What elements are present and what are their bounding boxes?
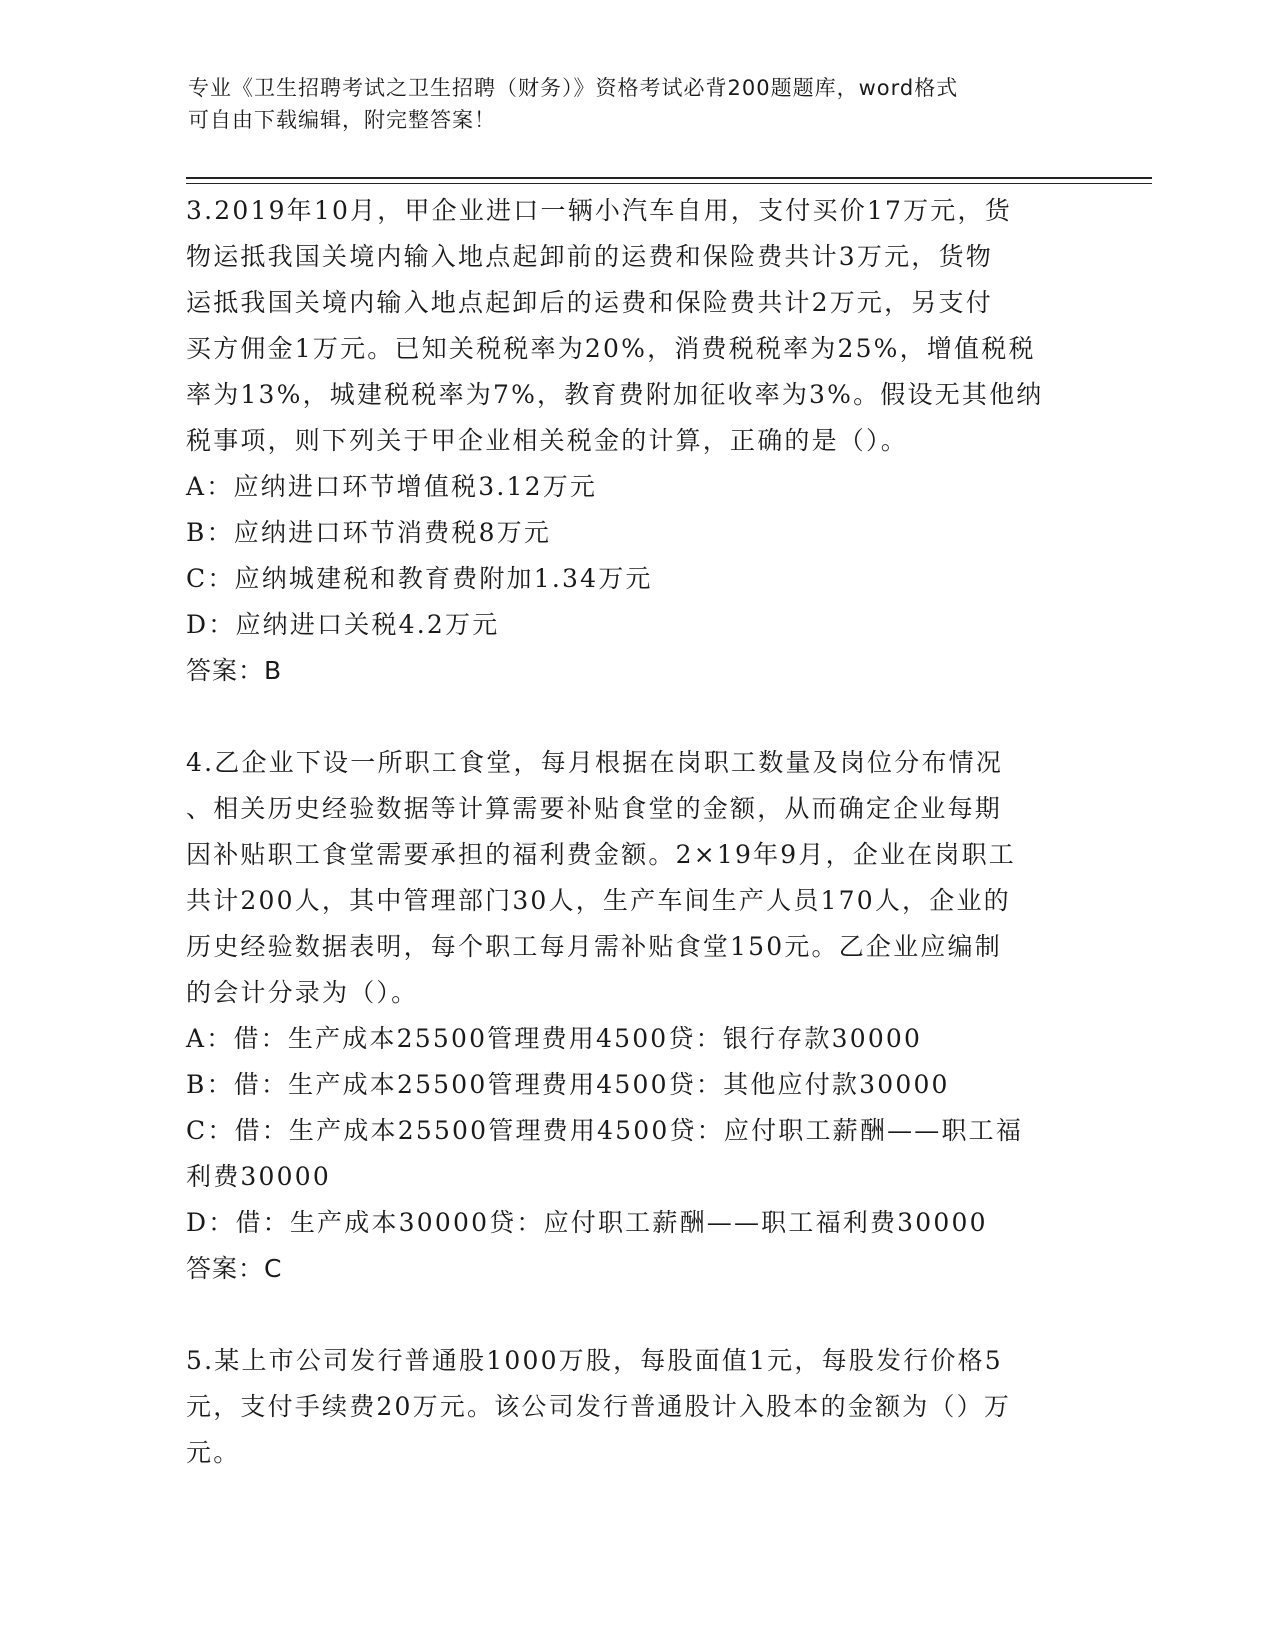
option-d: D：应纳进口关税4.2万元 <box>186 610 500 639</box>
question-spacer <box>186 1292 1086 1338</box>
option-c: C：应纳城建税和教育费附加1.34万元 <box>186 564 653 593</box>
question-text-line: 运抵我国关境内输入地点起卸后的运费和保险费共计2万元，另支付 <box>186 288 993 317</box>
question-text-line: 5.某上市公司发行普通股1000万股，每股面值1元，每股发行价格5 <box>186 1346 1003 1375</box>
question-text-line: 物运抵我国关境内输入地点起卸前的运费和保险费共计3万元，货物 <box>186 242 993 271</box>
option-a: A：借：生产成本25500管理费用4500贷：银行存款30000 <box>186 1024 923 1053</box>
option-d: D：借：生产成本30000贷：应付职工薪酬——职工福利费30000 <box>186 1208 988 1237</box>
answer-line: 答案：B <box>186 656 283 685</box>
question-text-line: 税事项，则下列关于甲企业相关税金的计算，正确的是（）。 <box>186 426 908 455</box>
option-c-continued: 利费30000 <box>186 1162 331 1191</box>
header-line-2: 可自由下载编辑，附完整答案！ <box>188 108 496 132</box>
option-b: B：应纳进口环节消费税8万元 <box>186 518 552 547</box>
question-text-line: 率为13%，城建税税率为7%，教育费附加征收率为3%。假设无其他纳 <box>186 380 1044 409</box>
question-text-line: 的会计分录为（）。 <box>186 978 419 1007</box>
question-text-line: 共计200人，其中管理部门30人，生产车间生产人员170人，企业的 <box>186 886 1011 915</box>
question-text-line: 3.2019年10月，甲企业进口一辆小汽车自用，支付买价17万元，货 <box>186 196 1012 225</box>
question-text-line: 元。 <box>186 1438 241 1467</box>
option-c: C：借：生产成本25500管理费用4500贷：应付职工薪酬——职工福 <box>186 1116 1024 1145</box>
option-b: B：借：生产成本25500管理费用4500贷：其他应付款30000 <box>186 1070 950 1099</box>
question-text-line: 历史经验数据表明，每个职工每月需补贴食堂150元。乙企业应编制 <box>186 932 1002 961</box>
question-5 <box>186 1338 1086 1476</box>
question-4 <box>186 740 1086 1292</box>
answer-line: 答案：C <box>186 1254 283 1283</box>
question-text-line: 、相关历史经验数据等计算需要补贴食堂的金额，从而确定企业每期 <box>186 794 1003 823</box>
question-text-line: 4.乙企业下设一所职工食堂，每月根据在岗职工数量及岗位分布情况 <box>186 748 1004 777</box>
question-text-line: 买方佣金1万元。已知关税税率为20%，消费税税率为25%，增值税税 <box>186 334 1036 363</box>
header-divider-thick <box>186 177 1152 179</box>
document-header <box>188 72 1068 136</box>
question-text-line: 元，支付手续费20万元。该公司发行普通股计入股本的金额为（）万 <box>186 1392 1012 1421</box>
question-spacer <box>186 694 1086 740</box>
question-list <box>186 188 1086 1476</box>
header-divider-thin <box>186 183 1152 184</box>
question-text-line: 因补贴职工食堂需要承担的福利费金额。2×19年9月，企业在岗职工 <box>186 840 1016 869</box>
option-a: A：应纳进口环节增值税3.12万元 <box>186 472 598 501</box>
question-3 <box>186 188 1086 694</box>
header-line-1: 专业《卫生招聘考试之卫生招聘（财务）》资格考试必背200题题库，word格式 <box>188 76 959 100</box>
